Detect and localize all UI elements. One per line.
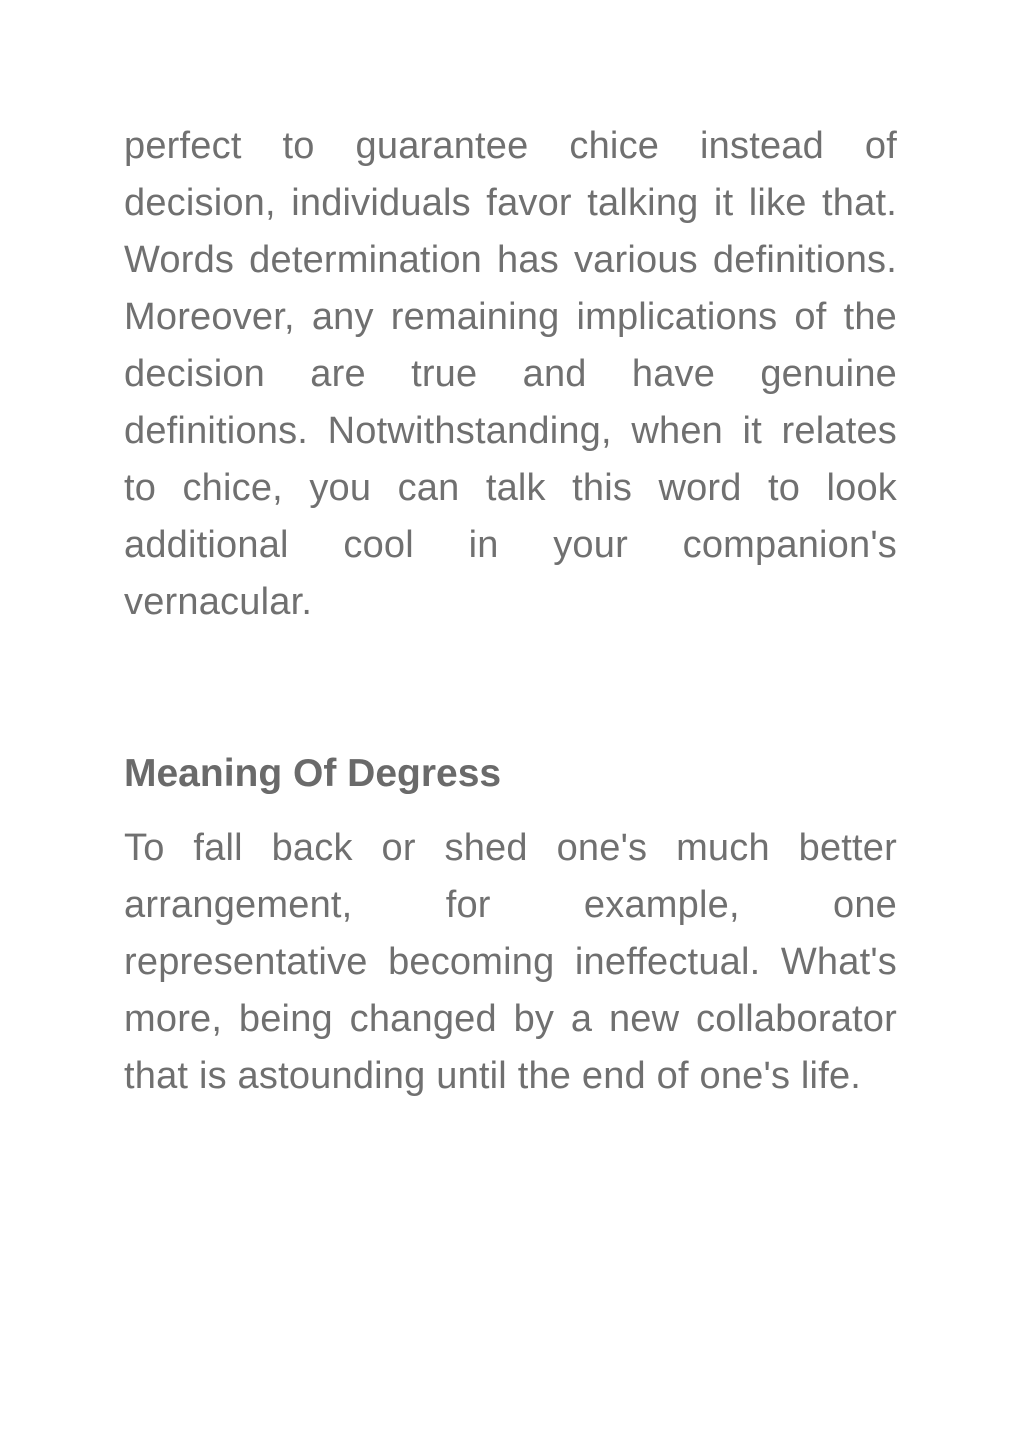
document-page	[124, 118, 897, 1105]
section-paragraph: To fall back or shed one's much better arrangement, for example, one representative becoming ineffectual. What's more, being changed by a new collaborator that is astounding until the end of one's life.	[124, 827, 897, 1097]
intro-paragraph: perfect to guarantee chice instead of decision, individuals favor talking it like that. Words determination has various definitions. Moreover, any remaining implications of the decision are true and have genuine definitions. Notwithstanding, when it relates to chice, you can talk this word to look additional cool in your companion's vernacular.	[124, 125, 897, 623]
section-heading: Meaning Of Degress	[124, 752, 502, 795]
